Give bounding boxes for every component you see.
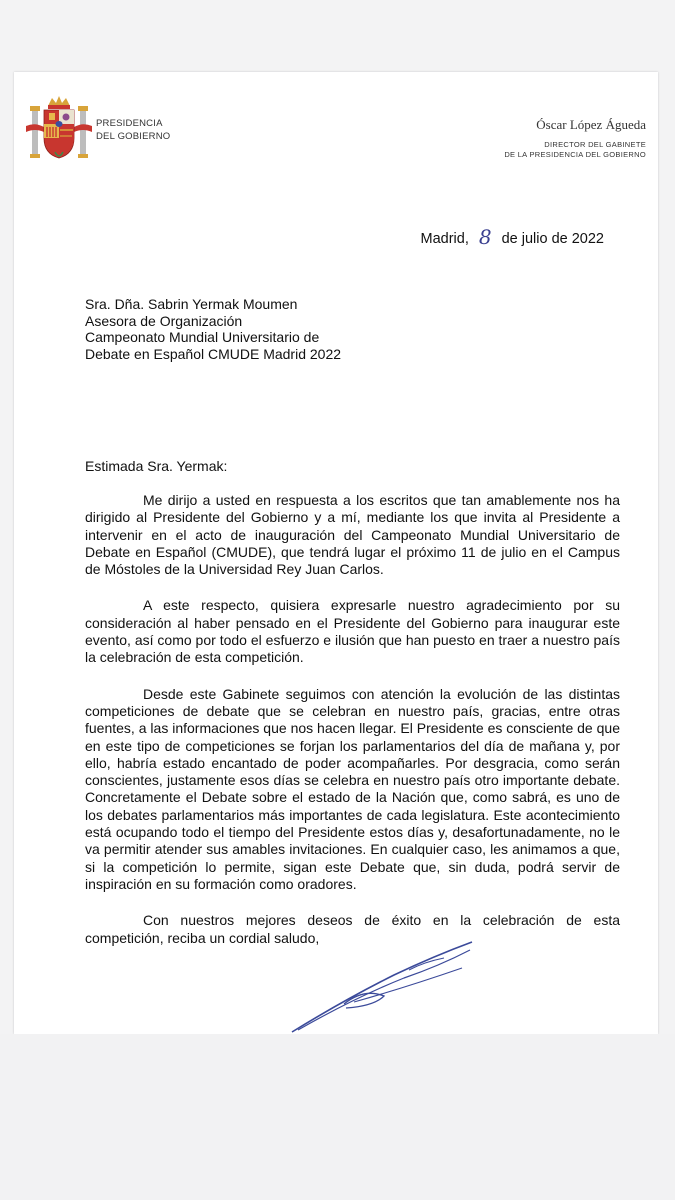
recipient-line: Asesora de Organización: [85, 312, 243, 329]
paragraph: Con nuestros mejores deseos de éxito en la celebración de esta competición, reciba un cordial saludo,: [85, 912, 620, 946]
signer-name: Óscar López Águeda: [536, 117, 646, 132]
paragraph: Desde este Gabinete seguimos con atención la evolución de las distintas competiciones de debate que se celebran en nuestro país, gracias, entre otras fuentes, a las informaciones que nos hacen llegar. El Presidente es consciente de que en este tipo de competiciones se forjan los parlamentarios del día de mañana y, por ello, habría estado encantado de poder acompañarles. Por desgracia, como serán conscientes, justamente esos días se celebra en nuestro país otro importante debate. Concretamente el Debate sobre el estado de la Nación que, como sabrá, es uno de los debates parlamentarios más importantes de cada legislatura. Este acontecimiento está ocupando todo el tiempo del Presidente estos días y, desafortunadamente, no le va permitir atender sus amables invitaciones. En cualquier caso, les animamos a que, si la competición lo permite, sigan este Debate que, sin duda, podrá servir de inspiración en su formación como oradores.: [85, 685, 620, 892]
recipient-line: Sra. Dña. Sabrin Yermak Moumen: [85, 296, 298, 312]
institution-line: PRESIDENCIA: [96, 118, 163, 129]
coat-of-arms-logo: [22, 94, 96, 164]
letter-page: [14, 72, 658, 1034]
letter-body: [85, 492, 620, 966]
institution-line: DEL GOBIERNO: [96, 131, 171, 142]
handwritten-signature: [284, 940, 484, 1040]
signer-title-line: DE LA PRESIDENCIA DEL GOBIERNO: [504, 150, 646, 159]
paragraph: A este respecto, quisiera expresarle nuestro agradecimiento por su consideración al haber pensado en el Presidente del Gobierno para inaugurar este evento, así como por todo el esfuerzo e ilusión que han puesto en traer a nuestro país la celebración de esta competición.: [85, 597, 620, 666]
recipient-block: [85, 296, 341, 362]
signer-title-line: DIRECTOR DEL GABINETE: [544, 140, 646, 149]
date-place: Madrid,: [420, 231, 469, 247]
recipient-line: Campeonato Mundial Universitario de: [85, 329, 320, 345]
recipient-line: Debate en Español CMUDE Madrid 2022: [85, 345, 342, 362]
salutation: Estimada Sra. Yermak:: [85, 458, 228, 474]
institution-name: [96, 117, 170, 143]
date-rest: de julio de 2022: [501, 231, 604, 247]
paragraph: Me dirijo a usted en respuesta a los escritos que tan amablemente nos ha dirigido al Presidente del Gobierno y a mí, mediante los que invita al Presidente a intervenir en el acto de inauguración del Campeonato Mundial Universitario de Debate en Español (CMUDE), que tendrá lugar el próximo 11 de julio en el Campus de Móstoles de la Universidad Rey Juan Carlos.: [85, 492, 620, 578]
date-day-handwritten: 8: [478, 225, 492, 249]
letter-date: [421, 225, 605, 249]
background-area: [0, 1034, 675, 1200]
signer-title: [504, 140, 646, 160]
